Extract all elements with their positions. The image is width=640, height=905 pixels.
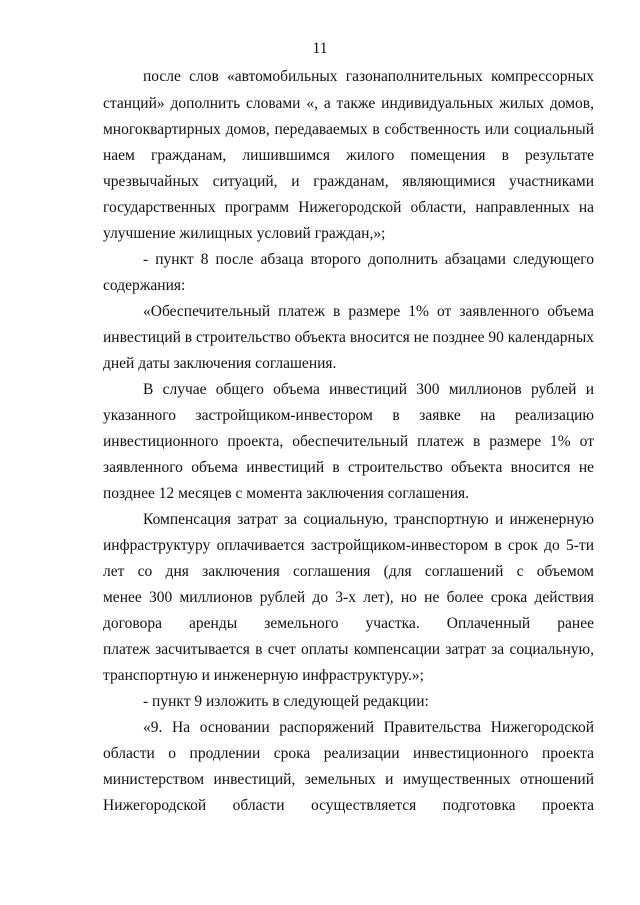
text-line: области о продлении срока реализации инвестиционного проекта bbox=[103, 745, 594, 762]
text-line: «9. На основании распоряжений Правительства Нижегородской bbox=[143, 719, 594, 736]
text-line: станций» дополнить словами «, а также индивидуальных жилых домов, bbox=[103, 95, 594, 112]
text-line: транспортную и инженерную инфраструктуру.»; bbox=[103, 667, 424, 684]
page-number: 11 bbox=[312, 40, 328, 57]
text-line: после слов «автомобильных газонаполнительных компрессорных bbox=[143, 68, 594, 85]
text-line: «Обеспечительный платеж в размере 1% от заявленного объема bbox=[143, 303, 594, 320]
text-line: позднее 12 месяцев с момента заключения соглашения. bbox=[103, 485, 469, 502]
text-line: инвестиционного проекта, обеспечительный платеж в размере 1% от bbox=[103, 433, 594, 450]
text-line: многоквартирных домов, передаваемых в собственность или социальный bbox=[103, 121, 594, 138]
text-line: министерством инвестиций, земельных и имущественных отношений bbox=[103, 771, 594, 788]
text-line: В случае общего объема инвестиций 300 миллионов рублей и bbox=[143, 381, 594, 398]
text-line: менее 300 миллионов рублей до 3-х лет), но не более срока действия bbox=[103, 589, 594, 606]
text-line: лет со дня заключения соглашения (для соглашений с объемом bbox=[103, 563, 594, 580]
text-line: чрезвычайных ситуаций, и гражданам, являющимися участниками bbox=[103, 173, 594, 190]
text-line: платеж засчитывается в счет оплаты компенсации затрат за социальную, bbox=[103, 641, 594, 658]
text-line: государственных программ Нижегородской области, направленных на bbox=[103, 199, 594, 216]
text-line: улучшение жилищных условий граждан,»; bbox=[103, 225, 386, 242]
text-line: - пункт 9 изложить в следующей редакции: bbox=[143, 693, 429, 710]
text-line: Компенсация затрат за социальную, транспортную и инженерную bbox=[143, 511, 594, 528]
text-line: указанного застройщиком-инвестором в заявке на реализацию bbox=[103, 407, 594, 424]
text-line: Нижегородской области осуществляется подготовка проекта bbox=[103, 797, 594, 814]
text-line: инвестиций в строительство объекта вносится не позднее 90 календарных bbox=[103, 329, 594, 346]
text-line: инфраструктуру оплачивается застройщиком-инвестором в срок до 5-ти bbox=[103, 537, 594, 554]
text-line: содержания: bbox=[103, 277, 186, 294]
text-line: наем гражданам, лишившимся жилого помещения в результате bbox=[103, 147, 594, 164]
text-line: заявленного объема инвестиций в строительство объекта вносится не bbox=[103, 459, 594, 476]
text-line: договора аренды земельного участка. Оплаченный ранее bbox=[103, 615, 594, 632]
text-line: - пункт 8 после абзаца второго дополнить абзацами следующего bbox=[143, 251, 594, 268]
text-line: дней даты заключения соглашения. bbox=[103, 355, 337, 372]
